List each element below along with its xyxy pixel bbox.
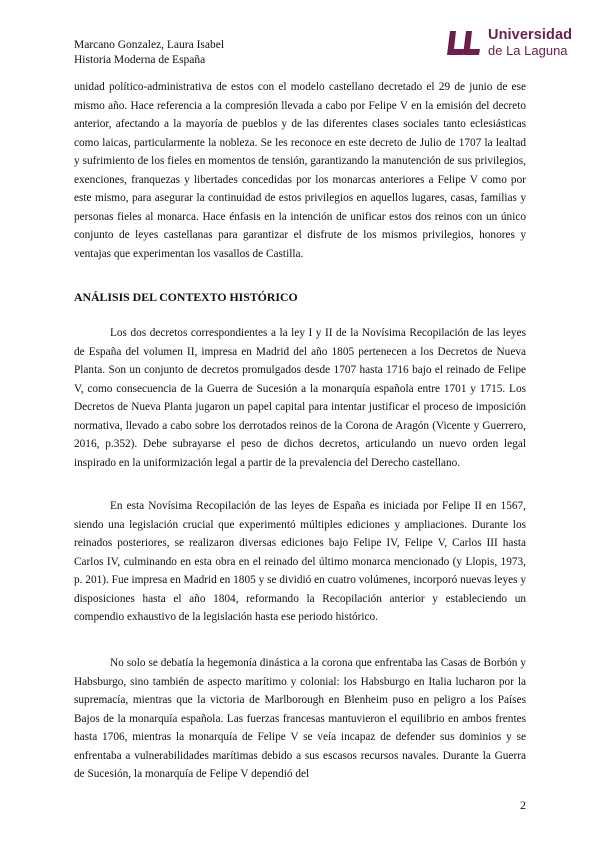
paragraph-1: unidad político-administrativa de estos con el modelo castellano decretado el 29 de junio de ese mismo año. Hace referencia a la compresión llevada a cabo por Felipe V en la emisión del decreto anterior, afectando a la mayoría de pueblos y de las diferentes clases sociales tanto eclesiásticas como laicas, particularmente la nobleza. Se les reconoce en este decreto de Julio de 1707 la lealtad y sufrimiento de los fieles en momentos de tensión, garantizando la manutención de sus privilegios, exenciones, franquezas y libertades concedidas por los monarcas anteriores a Felipe V como por este mismo, para asegurar la continuidad de estos privilegios en aquellos lugares, casas, familias y personas fieles al monarca. Hace énfasis en la intención de unificar estos dos reinos con un único conjunto de leyes castellanas para garantizar el disfrute de los mismos privilegios, honores y ventajas que experimentan los vasallos de Castilla. [74, 81, 526, 260]
header-author: Marcano Gonzalez, Laura Isabel [74, 39, 225, 51]
logo-text [488, 28, 572, 58]
paragraph-block-3 [74, 497, 526, 627]
page-number: 2 [520, 798, 526, 812]
logo-line-1: Universidad [488, 27, 573, 43]
paragraph-block-1 [74, 78, 526, 263]
paragraph-4: No solo se debatía la hegemonía dinástica a la corona que enfrentaba las Casas de Borbón y Habsburgo, sino también de aspecto marítimo y colonial: los Habsburgo en Italia lucharon por la supremacía, mientras que la victoria de Marlborough en Blenheim puso en peligro a los Países Bajos de la monarquía española. Las fuerzas francesas mantuvieron el equilibrio en ambos frentes hasta 1706, mientras la monarquía de Felipe V se veía incapaz de defender sus dominios y se enfrentaba a vulnerabilidades marítimas debido a sus escasos recursos navales. Durante la Guerra de Sucesión, la monarquía de Felipe V dependió del [74, 657, 526, 780]
page-header [74, 38, 224, 68]
paragraph-2: Los dos decretos correspondientes a la ley I y II de la Novísima Recopilación de las leyes de España del volumen II, impresa en Madrid del año 1805 pertenecen a los Decretos de Nueva Planta. Son un conjunto de decretos promulgados desde 1707 hasta 1716 bajo el reinado de Felipe V, como consecuencia de la Guerra de Sucesión a la monarquía española entre 1701 y 1715. Los Decretos de Nueva Planta jugaron un papel capital para intentar justificar el proceso de imposición normativa, llevado a cabo sobre los derrotados reinos de la Corona de Aragón (Vicente y Guerrero, 2016, p.352). Debe subrayarse el peso de dichos decretos, articulando un nuevo orden legal inspirado en la uniformización legal a partir de la prevalencia del Derecho castellano. [74, 327, 526, 469]
header-course: Historia Moderna de España [74, 54, 206, 66]
ull-logo-icon [446, 30, 482, 56]
paragraph-block-2 [74, 324, 526, 472]
paragraph-3: En esta Novísima Recopilación de las leyes de España es iniciada por Felipe II en 1567, siendo una legislación crucial que experimentó múltiples ediciones y ampliaciones. Durante los reinados posteriores, se realizaron diversas ediciones bajo Felipe IV, Felipe V, Carlos III hasta Carlos IV, culminando en esta obra en el reinado del último monarca mencionado (y Llopis, 1973, p. 201). Fue impresa en Madrid en 1805 y se dividió en cuatro volúmenes, incorporó nuevas leyes y disposiciones hasta el año 1804, reformando la Recopilación anterior y estableciendo un compendio exhaustivo de la legislación hasta ese periodo histórico. [74, 500, 526, 623]
logo-line-2: de La Laguna [488, 43, 568, 58]
paragraph-block-4 [74, 654, 526, 784]
section-heading: ANÁLISIS DEL CONTEXTO HISTÓRICO [74, 290, 298, 304]
university-logo [446, 28, 572, 58]
